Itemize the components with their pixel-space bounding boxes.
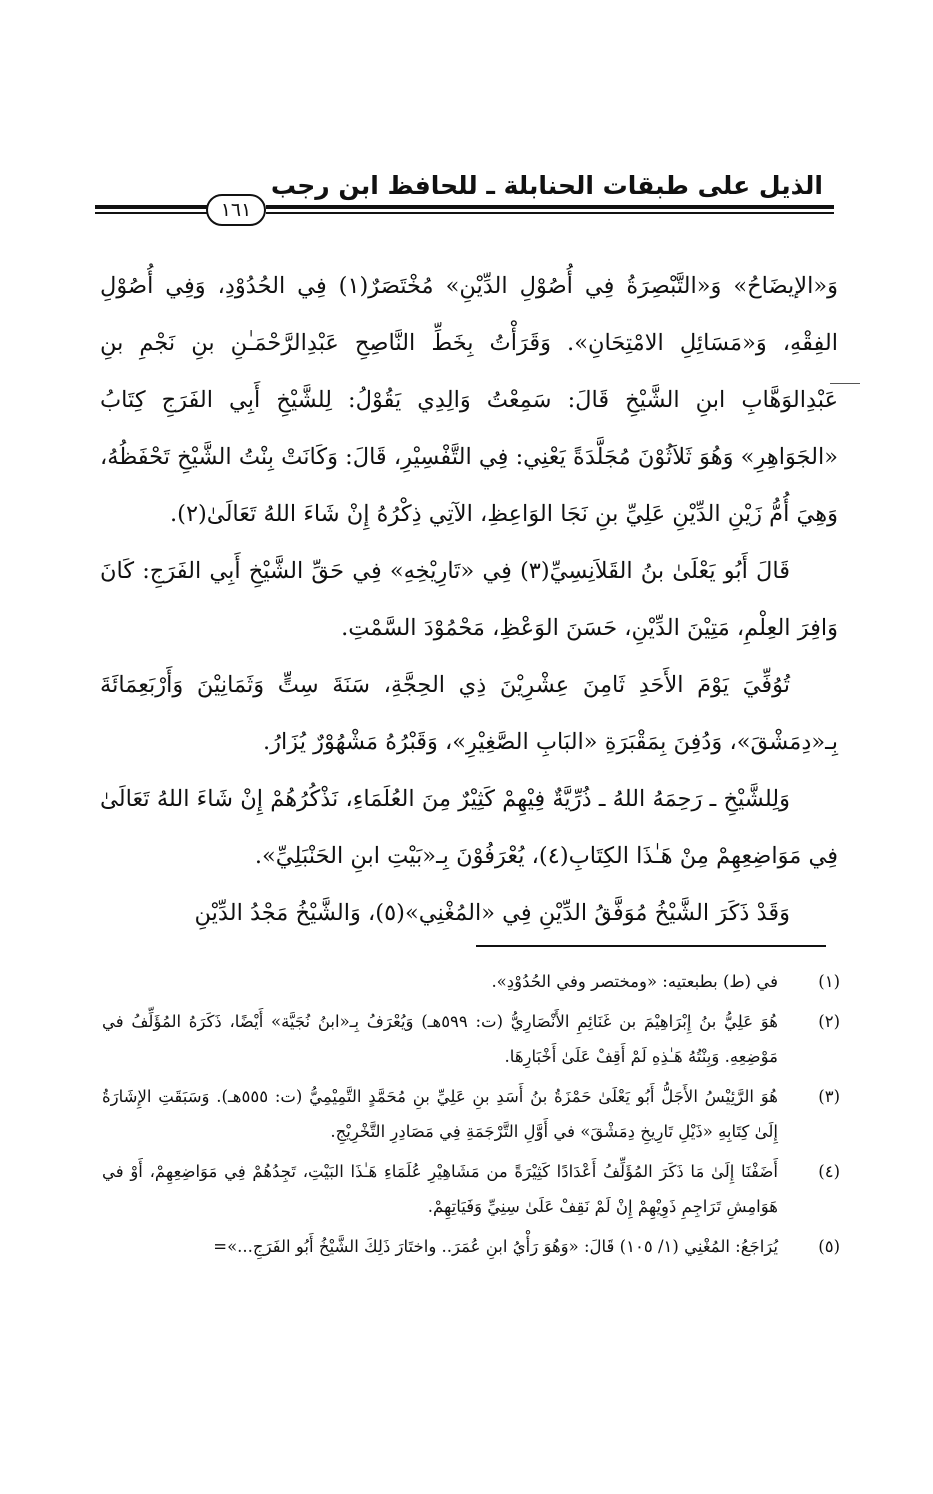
footnote-number: (١) [818,972,840,991]
footnote-number: (٢) [818,1012,840,1031]
paragraph: وَ«الإيضَاحُ» وَ«التَّبْصِرَةُ فِي أُصُوْلِ الدِّيْنِ» مُخْتَصَرٌ(١) فِي الحُدُوْدِ، وَفِي أُصُوْلِ الفِقْهِ، وَ«مَسَائِلِ الامْتِحَانِ». وَقَرَأْتُ بِخَطِّ النَّاصِحِ عَبْدِالرَّحْمَـٰنِ بنِ نَجْمِ بنِ عَبْدِالوَهَّابِ ابنِ الشَّيْخِ قَالَ: سَمِعْتُ وَالِدِي يَقُوْلُ: لِلشَّيْخِ أَبِي الفَرَجِ كِتَابُ «الجَوَاهِرِ» وَهُوَ ثَلاَثُوْنَ مُجَلَّدَةً يَعْنِي: فِي التَّفْسِيْرِ، قَالَ: وَكَانَتْ بِنْتُ الشَّيْخِ تَحْفَظُهُ، وَهِيَ أُمُّ زَيْنِ الدِّيْنِ عَلِيِّ بنِ نَجَا الوَاعِظِ، الآتِي ذِكْرُهُ إِنْ شَاءَ اللهُ تَعَالَىٰ(٢). [100,273,838,527]
paragraph: تُوُفِّيَ يَوْمَ الأَحَدِ ثَامِنَ عِشْرِيْنَ ذِي الحِجَّةِ، سَنَةَ سِتٍّ وَثَمَانِيْنَ وَأَرْبَعِمَائَةَ بِـ«دِمَشْقَ»، وَدُفِنَ بِمَقْبَرَةِ «البَابِ الصَّغِيْرِ»، وَقَبْرُهُ مَشْهُوْرٌ يُزَارُ. [100,672,838,755]
header-rule-left [95,201,207,219]
running-title: الذيل على طبقات الحنابلة ـ للحافظ ابن رجب [270,171,823,200]
footnote-number: (٣) [818,1087,840,1106]
footnote-text: في (ط) بطبعتيه: «ومختصر وفي الحُدُوْدِ». [491,972,778,991]
footnotes [102,964,840,1269]
footnote [102,1079,840,1149]
footnote-text: هُوَ عَلِيُّ بنُ إِبْرَاهِيْمَ بن غَنَائِمِ الأَنْصَارِيُّ (ت: ٥٩٩هـ) وَيُعْرَفُ بِـ«ابنُ نُجَيَّة» أَيْضًا، ذَكَرَهُ المُؤَلِّفُ في مَوْضِعِهِ. وَبِنْتُهُ هَـٰذِهِ لَمْ أَقِفْ عَلَىٰ أَخْبَارِهَا. [102,1012,778,1066]
footnote [102,1154,840,1224]
footnote-separator [476,945,826,947]
footnote [102,964,840,999]
footnote-text: أَضَفْنَا إِلَىٰ مَا ذَكَرَ المُؤَلِّفُ أَعْدَادًا كَثِيْرَةً من مَشَاهِيْرِ عُلَمَاءِ هَـٰذَا البَيْتِ، تَجِدُهُمْ فِي مَوَاضِعِهِمْ، أَوْ في هَوَامِشِ تَرَاجِمِ ذَوِيْهِمْ إِنْ لَمْ نَقِفْ عَلَىٰ سِنِيِّ وَفَيَاتِهِمْ. [102,1162,778,1216]
footnote-text: يُرَاجَعُ: المُغْنِي (١/ ١٠٥) قَالَ: «وَهُوَ رَأْيُ ابنِ عُمَرَ.. واختَارَ ذَلِكَ الشَّيْخُ أَبُو الفَرَجِ...»= [213,1237,778,1256]
footnote [102,1229,840,1264]
footnote-number: (٥) [818,1237,840,1256]
paragraph: قَالَ أَبُو يَعْلَىٰ بنُ القَلاَنِسِيِّ(٣) فِي «تَارِيْخِهِ» فِي حَقِّ الشَّيْخِ أَبِي الفَرَجِ: كَانَ وَافِرَ العِلْمِ، مَتِيْنَ الدِّيْنِ، حَسَنَ الوَعْظِ، مَحْمُوْدَ السَّمْتِ. [100,558,838,641]
main-text [100,258,838,942]
paragraph: وَقَدْ ذَكَرَ الشَّيْخُ مُوَفَّقُ الدِّيْنِ فِي «المُغْنِي»(٥)، وَالشَّيْخُ مَجْدُ الدِّيْنِ [194,900,790,926]
footnote-number: (٤) [818,1162,840,1181]
page-number: ١٦١ [206,194,266,226]
paragraph: وَلِلشَّيْخِ ـ رَحِمَهُ اللهُ ـ ذُرِّيَّةٌ فِيْهِمْ كَثِيْرٌ مِنَ العُلَمَاءِ، نَذْكُرُهُمْ إِنْ شَاءَ اللهُ تَعَالَىٰ فِي مَوَاضِعِهِمْ مِنْ هَـٰذَا الكِتَابِ(٤)، يُعْرَفُوْنَ بِـ«بَيْتِ ابنِ الحَنْبَلِيِّ». [100,786,838,869]
header-rule-right [266,201,834,219]
footnote [102,1004,840,1074]
footnote-text: هُوَ الرَّئِيْسُ الأَجَلُّ أَبُو يَعْلَىٰ حَمْزَةُ بنُ أَسَدِ بنِ عَلِيِّ بنِ مُحَمَّدٍ التَّمِيْمِيُّ (ت: ٥٥٥هـ). وَسَبَقَتِ الإِشَارَةُ إِلَىٰ كِتَابِهِ «ذَيْلِ تَارِيخِ دِمَشْقَ» في أَوَّلِ التَّرْجَمَةِ فِي مَصَادِرِ التَّخْرِيْجِ. [102,1087,778,1141]
